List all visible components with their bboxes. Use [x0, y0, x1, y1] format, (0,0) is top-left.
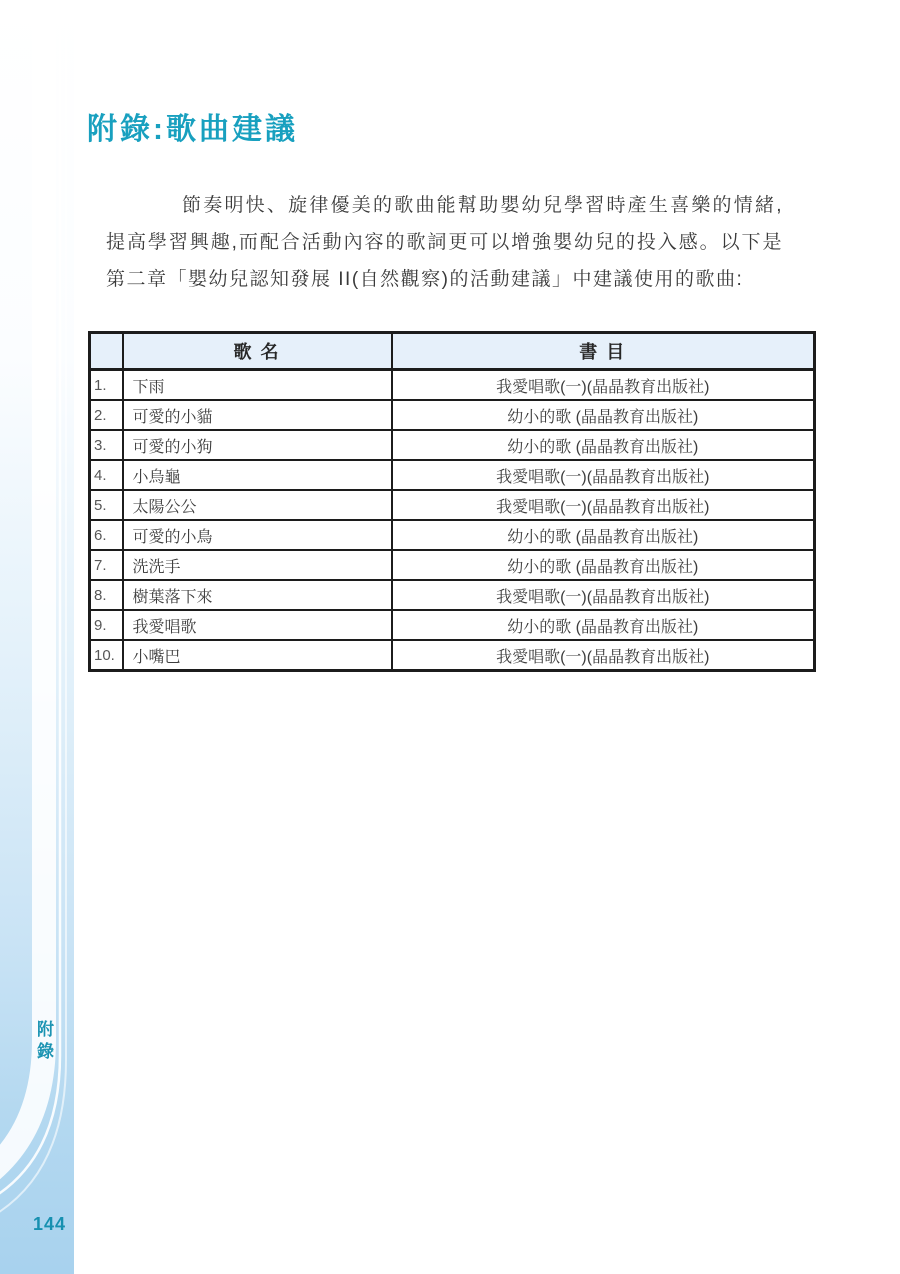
row-number-cell: 9. [90, 610, 123, 640]
song-name-cell: 可愛的小鳥 [123, 520, 392, 550]
book-title-cell: 幼小的歌 (晶晶教育出版社) [392, 400, 815, 430]
book-title-cell: 我愛唱歌(一)(晶晶教育出版社) [392, 640, 815, 671]
song-name-cell: 下雨 [123, 370, 392, 401]
row-number-cell: 1. [90, 370, 123, 401]
table-row [90, 550, 815, 580]
row-number-cell: 2. [90, 400, 123, 430]
table-row [90, 430, 815, 460]
book-title-cell: 幼小的歌 (晶晶教育出版社) [392, 610, 815, 640]
left-margin-decoration [0, 0, 74, 1274]
page-title: 附錄:歌曲建議 [87, 113, 298, 147]
book-title-cell: 幼小的歌 (晶晶教育出版社) [392, 520, 815, 550]
book-title-cell: 幼小的歌 (晶晶教育出版社) [392, 550, 815, 580]
book-title-cell: 我愛唱歌(一)(晶晶教育出版社) [392, 370, 815, 401]
table-row [90, 460, 815, 490]
song-suggestion-table [88, 331, 816, 672]
song-name-cell: 可愛的小狗 [123, 430, 392, 460]
song-name-cell: 可愛的小貓 [123, 400, 392, 430]
row-number-cell: 6. [90, 520, 123, 550]
row-number-cell: 4. [90, 460, 123, 490]
margin-curve-graphic [0, 0, 74, 1274]
table-row [90, 520, 815, 550]
table-row [90, 400, 815, 430]
book-title-cell: 我愛唱歌(一)(晶晶教育出版社) [392, 490, 815, 520]
song-name-header: 歌 名 [123, 333, 392, 370]
intro-paragraph: 節奏明快、旋律優美的歌曲能幫助嬰幼兒學習時產生喜樂的情緒,提高學習興趣,而配合活動內容的歌詞更可以增強嬰幼兒的投入感。以下是第二章「嬰幼兒認知發展 II(自然觀察)的活動建議」中建議使用的歌曲: [106, 195, 783, 290]
song-name-cell: 小嘴巴 [123, 640, 392, 671]
table-row [90, 370, 815, 401]
song-name-cell: 洗洗手 [123, 550, 392, 580]
song-name-cell: 樹葉落下來 [123, 580, 392, 610]
book-title-cell: 幼小的歌 (晶晶教育出版社) [392, 430, 815, 460]
song-name-cell: 小烏龜 [123, 460, 392, 490]
row-number-cell: 7. [90, 550, 123, 580]
row-number-cell: 5. [90, 490, 123, 520]
table-row [90, 490, 815, 520]
book-title-header: 書 目 [392, 333, 815, 370]
row-number-cell: 8. [90, 580, 123, 610]
book-title-cell: 我愛唱歌(一)(晶晶教育出版社) [392, 460, 815, 490]
index-header-cell [90, 333, 123, 370]
table-header-row [90, 333, 815, 370]
table-row [90, 610, 815, 640]
song-name-cell: 我愛唱歌 [123, 610, 392, 640]
table-row [90, 580, 815, 610]
row-number-cell: 3. [90, 430, 123, 460]
row-number-cell: 10. [90, 640, 123, 671]
song-name-cell: 太陽公公 [123, 490, 392, 520]
appendix-tab-label: 附錄 [34, 1020, 53, 1064]
table-row [90, 640, 815, 671]
page-number: 144 [33, 1214, 67, 1234]
book-title-cell: 我愛唱歌(一)(晶晶教育出版社) [392, 580, 815, 610]
